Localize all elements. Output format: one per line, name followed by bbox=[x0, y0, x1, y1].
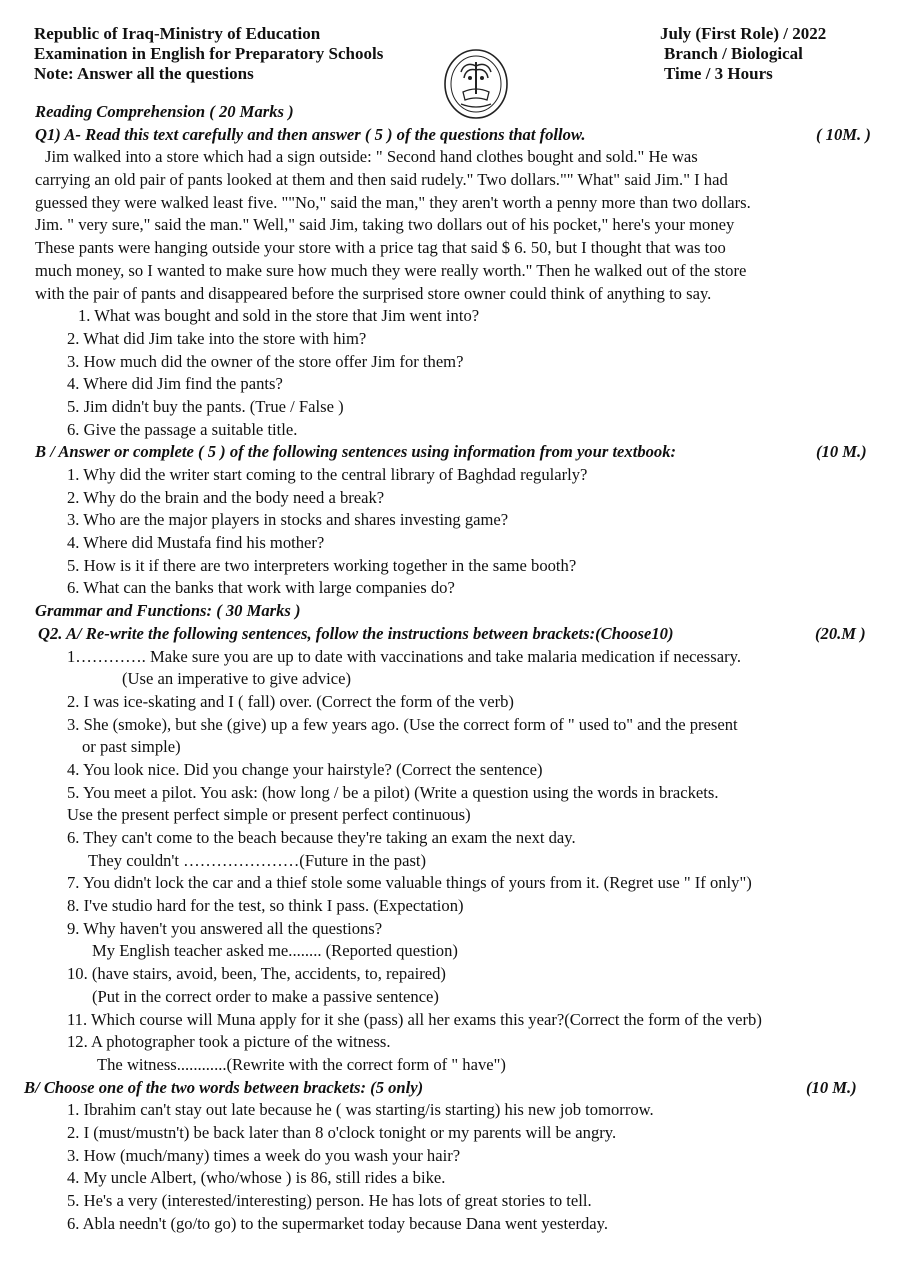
note-line: Note: Answer all the questions bbox=[34, 64, 254, 83]
exam-title: Examination in English for Preparatory Schools bbox=[34, 44, 384, 63]
choice-item: 1. Ibrahim can't stay out late because he ( was starting/is starting) his new job tomorrow. bbox=[67, 1100, 654, 1120]
exam-time: Time / 3 Hours bbox=[664, 64, 773, 83]
exam-body bbox=[0, 101, 905, 1235]
question-item: 1. What was bought and sold in the store that Jim went into? bbox=[78, 306, 480, 326]
question-item: 4. Where did Mustafa find his mother? bbox=[67, 533, 325, 553]
exam-header bbox=[0, 24, 905, 102]
q2a-heading: Q2. A/ Re-write the following sentences, follow the instructions between brackets:(Choose10) (20.M ) bbox=[0, 623, 905, 646]
header-left bbox=[34, 24, 383, 84]
instruction-item: 4. You look nice. Did you change your hairstyle? (Correct the sentence) bbox=[67, 759, 543, 779]
q1a-heading: Q1) A- Read this text carefully and then answer ( 5 ) of the questions that follow. ( 10M. ) bbox=[0, 124, 905, 147]
instruction-note: Use the present perfect simple or present perfect continuous) bbox=[67, 805, 471, 825]
question-item: 6. What can the banks that work with large companies do? bbox=[67, 578, 455, 598]
passage-line: Jim. " very sure," said the man." Well," said Jim, taking two dollars out of his pocket," here's your money bbox=[35, 215, 735, 235]
instruction-note: They couldn't …………………(Future in the past) bbox=[88, 850, 427, 870]
question-item: 5. Jim didn't buy the pants. (True / False ) bbox=[67, 396, 344, 416]
question-item: 2. Why do the brain and the body need a break? bbox=[67, 487, 385, 507]
reading-heading: Reading Comprehension ( 20 Marks ) bbox=[35, 102, 294, 121]
q2b-heading: B/ Choose one of the two words between brackets: (5 only) (10 M.) bbox=[0, 1077, 905, 1100]
q2b-marks: (10 M.) bbox=[806, 1077, 857, 1097]
instruction-item: 2. I was ice-skating and I ( fall) over. (Correct the form of the verb) bbox=[67, 691, 514, 711]
instruction-item: 3. She (smoke), but she (give) up a few years ago. (Use the correct form of " used to" and the present bbox=[67, 714, 738, 734]
question-item: 4. Where did Jim find the pants? bbox=[67, 374, 283, 394]
q1b-marks: (10 M.) bbox=[816, 442, 867, 462]
passage-line: carrying an old pair of pants looked at them and then said rudely." Two dollars."" What" said Jim." I had bbox=[35, 170, 728, 190]
instruction-item: 12. A photographer took a picture of the witness. bbox=[67, 1032, 391, 1052]
q1b-heading: B / Answer or complete ( 5 ) of the following sentences using information from your textbook: (10 M.) bbox=[0, 441, 905, 464]
passage-line: with the pair of pants and disappeared before the surprised store owner could think of anything to say. bbox=[35, 283, 712, 303]
choice-item: 2. I (must/mustn't) be back later than 8 o'clock tonight or my parents will be angry. bbox=[67, 1122, 617, 1142]
question-item: 1. Why did the writer start coming to the central library of Baghdad regularly? bbox=[67, 465, 588, 484]
ministry-line: Republic of Iraq-Ministry of Education bbox=[34, 24, 321, 43]
choice-item: 6. Abla needn't (go/to go) to the supermarket today because Dana went yesterday. bbox=[67, 1213, 609, 1233]
passage-line: Jim walked into a store which had a sign outside: " Second hand clothes bought and sold." He was bbox=[45, 147, 698, 167]
instruction-note: (Use an imperative to give advice) bbox=[122, 669, 351, 689]
passage-line: These pants were hanging outside your store with a price tag that said $ 6. 50, but I thought that was too bbox=[35, 238, 726, 258]
instruction-note: The witness............(Rewrite with the correct form of " have") bbox=[97, 1054, 506, 1074]
instruction-note: or past simple) bbox=[82, 737, 181, 757]
passage-line: guessed they were walked least five. ""No," said the man," they aren't worth a penny more than two dollars. bbox=[35, 192, 751, 212]
question-item: 3. Who are the major players in stocks and shares investing game? bbox=[67, 510, 509, 530]
choice-item: 5. He's a very (interested/interesting) person. He has lots of great stories to tell. bbox=[67, 1191, 592, 1210]
question-item: 5. How is it if there are two interpreters working together in the same booth? bbox=[67, 555, 577, 575]
instruction-item: 6. They can't come to the beach because they're taking an exam the next day. bbox=[67, 828, 576, 847]
instruction-item: 7. You didn't lock the car and a thief stole some valuable things of yours from it. (Regret use " If only") bbox=[67, 873, 752, 893]
grammar-heading: Grammar and Functions: ( 30 Marks ) bbox=[35, 601, 301, 621]
choice-item: 4. My uncle Albert, (who/whose ) is 86, still rides a bike. bbox=[67, 1168, 446, 1188]
instruction-item: 11. Which course will Muna apply for it she (pass) all her exams this year?(Correct the form of the verb) bbox=[67, 1009, 762, 1029]
question-item: 2. What did Jim take into the store with him? bbox=[67, 328, 367, 348]
exam-session: July (First Role) / 2022 bbox=[660, 24, 827, 43]
question-item: 3. How much did the owner of the store offer Jim for them? bbox=[67, 351, 464, 371]
instruction-item: 5. You meet a pilot. You ask: (how long / be a pilot) (Write a question using the words in brackets. bbox=[67, 782, 719, 802]
instruction-item: 9. Why haven't you answered all the questions? bbox=[67, 918, 383, 938]
instruction-item: 10. (have stairs, avoid, been, The, accidents, to, repaired) bbox=[67, 964, 446, 984]
instruction-item: 8. I've studio hard for the test, so think I pass. (Expectation) bbox=[67, 896, 464, 916]
choice-item: 3. How (much/many) times a week do you wash your hair? bbox=[67, 1145, 461, 1165]
q1a-marks: ( 10M. ) bbox=[816, 124, 871, 144]
instruction-note: (Put in the correct order to make a passive sentence) bbox=[92, 986, 439, 1006]
q2a-marks: (20.M ) bbox=[815, 623, 866, 643]
exam-branch: Branch / Biological bbox=[664, 44, 803, 63]
passage-line: much money, so I wanted to make sure how much they were really worth." Then he walked out of the store bbox=[35, 260, 747, 280]
header-right bbox=[660, 24, 826, 84]
instruction-item: 1…………. Make sure you are up to date with vaccinations and take malaria medication if necessary. bbox=[67, 646, 741, 666]
instruction-note: My English teacher asked me........ (Reported question) bbox=[92, 941, 458, 961]
question-item: 6. Give the passage a suitable title. bbox=[67, 419, 298, 439]
